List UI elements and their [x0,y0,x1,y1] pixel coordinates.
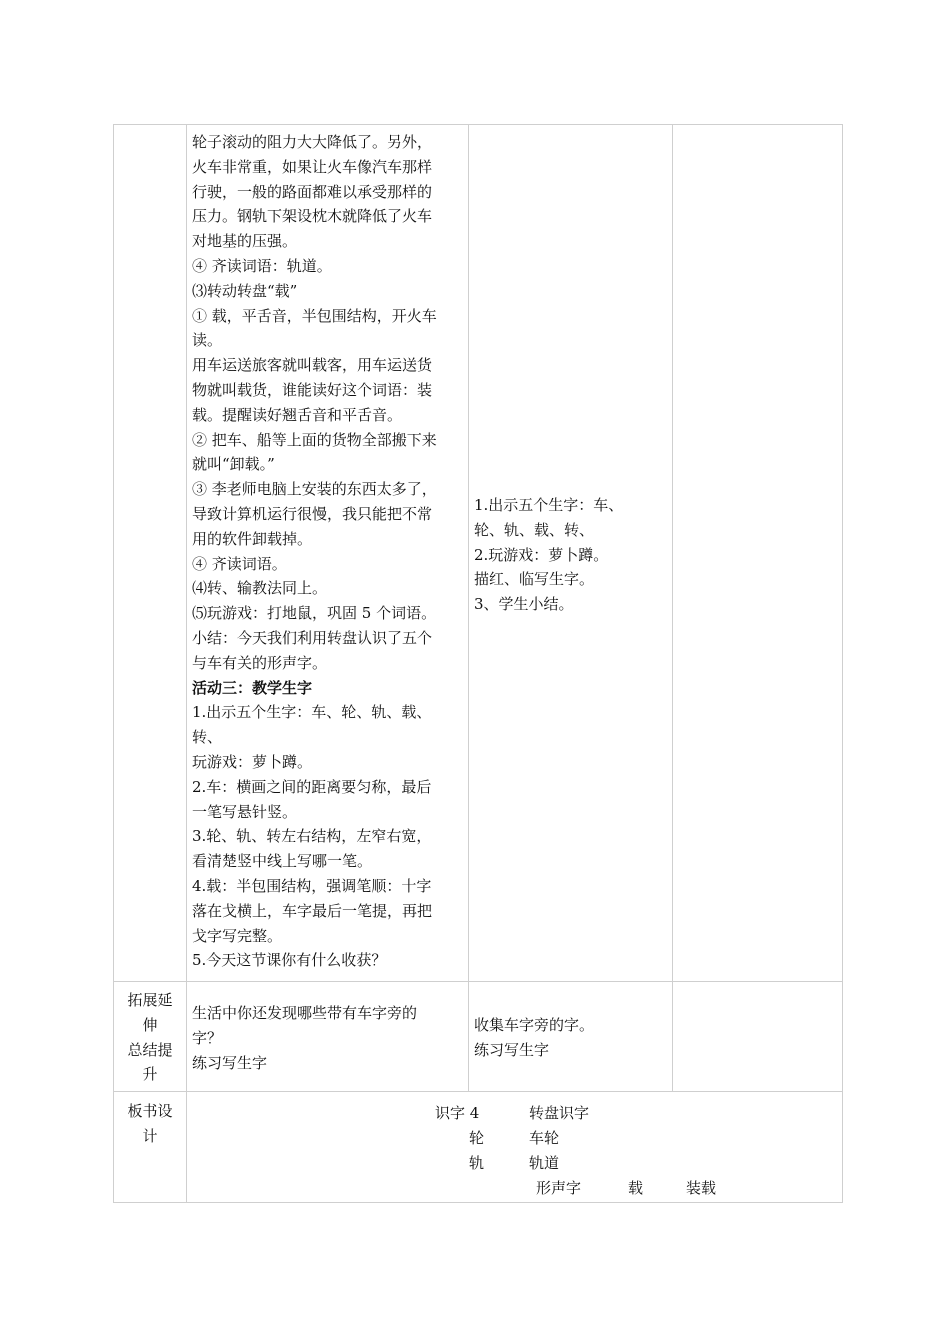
board-word-chelun: 车轮 [529,1129,560,1147]
board-title: 识字 4 [435,1104,480,1122]
student-line: 3、学生小结。 [474,595,574,614]
board-word-guidao: 轨道 [529,1154,560,1172]
activity-line: 轮子滚动的阻力大大降低了。另外， [192,133,433,151]
extension-label-line: 升 [142,1065,158,1084]
extension-teacher-cell [186,981,469,1092]
extension-student-line: 收集车字旁的字。 [474,1016,595,1034]
section-label-cell-empty [113,124,187,982]
extension-label-line: 总结提 [127,1040,173,1059]
board-label [114,1099,186,1149]
extension-notes-cell-empty [672,981,843,1092]
activity-line: 一笔写悬针竖。 [192,802,298,821]
activity-line: ① 载，平舌音，半包围结构，开火车 [192,306,437,325]
activity-line: ⑷转、输教法同上。 [192,579,328,598]
student-activity-cell [468,124,673,982]
activity-line: 2.车：横画之间的距离要匀称，最后 [192,777,432,796]
activity-line: 压力。钢轨下架设枕木就降低了火车 [192,207,433,226]
activity-line: ⑶转动转盘“载” [192,281,298,300]
extension-student-line: 练习写生字 [474,1040,550,1059]
activity-line: 物就叫载货，谁能读好这个词语：装 [192,380,433,399]
activity-line: 读。 [192,331,223,350]
board-word-zhuangzai: 装载 [686,1179,717,1197]
extension-student-text [474,1013,594,1063]
student-line: 描红、临写生字。 [474,570,595,589]
extension-teacher-text [192,1001,417,1075]
board-label-cell [113,1091,187,1203]
board-char-gui: 轨 [469,1154,485,1172]
activity-line: 1.出示五个生字：车、轮、轨、载、 [192,703,432,722]
activity-line: 载。提醒读好翘舌音和平舌音。 [192,405,403,424]
activity-line: 4.载：半包围结构，强调笔顺：十字 [192,876,432,895]
board-label-line: 计 [142,1126,158,1145]
notes-cell-empty [672,124,843,982]
extension-teacher-line: 练习写生字 [192,1053,268,1072]
activity-line: ⑸玩游戏：打地鼠，巩固 5 个词语。 [192,604,437,623]
extension-label [114,988,186,1087]
activity-line: ④ 齐读词语：轨道。 [192,256,332,275]
teacher-activity-text [192,130,437,973]
extension-teacher-line: 字？ [192,1028,223,1047]
activity-line: 5.今天这节课你有什么收获？ [192,951,387,970]
activity-line: 火车非常重，如果让火车像汽车那样 [192,157,433,176]
student-activity-text [474,493,623,617]
activity-line: 转、 [192,728,223,747]
activity-line: 与车有关的形声字。 [192,653,328,672]
teacher-activity-cell [186,124,469,982]
board-subtitle: 转盘识字 [529,1104,590,1122]
activity-line: 落在戈横上，车字最后一笔提，再把 [192,901,433,920]
activity-line: 活动三：教学生字 [192,678,313,697]
activity-line: ② 把车、船等上面的货物全部搬下来 [192,430,437,449]
extension-label-line: 拓展延 [127,991,173,1009]
extension-teacher-line: 生活中你还发现哪些带有车字旁的 [192,1004,418,1022]
activity-line: ③ 李老师电脑上安装的东西太多了， [192,480,437,499]
student-line: 轮、轨、载、转、 [474,520,595,539]
activity-line: 用的软件卸载掉。 [192,529,313,548]
activity-line: 行驶，一般的路面都难以承受那样的 [192,182,433,201]
activity-line: 戈字写完整。 [192,926,283,945]
board-char-zai: 载 [628,1179,644,1197]
activity-line: ④ 齐读词语。 [192,554,287,573]
extension-label-line: 伸 [142,1015,158,1034]
extension-label-cell [113,981,187,1092]
board-xingshengzi: 形声字 [536,1179,582,1197]
activity-line: 3.轮、轨、转左右结构，左窄右宽， [192,827,432,846]
board-design-cell [186,1091,843,1203]
board-char-lun: 轮 [469,1129,485,1147]
activity-line: 小结：今天我们利用转盘认识了五个 [192,628,433,647]
student-line: 1.出示五个生字：车、 [474,496,624,514]
activity-line: 玩游戏：萝卜蹲。 [192,752,313,771]
student-line: 2.玩游戏：萝卜蹲。 [474,545,609,564]
activity-line: 看清楚竖中线上写哪一笔。 [192,852,373,871]
extension-student-cell [468,981,673,1092]
board-label-line: 板书设 [127,1102,173,1120]
activity-line: 导致计算机运行很慢，我只能把不常 [192,504,433,523]
activity-line: 对地基的压强。 [192,232,298,251]
activity-line: 就叫“卸载。” [192,455,275,474]
activity-line: 用车运送旅客就叫载客，用车运送货 [192,356,433,375]
